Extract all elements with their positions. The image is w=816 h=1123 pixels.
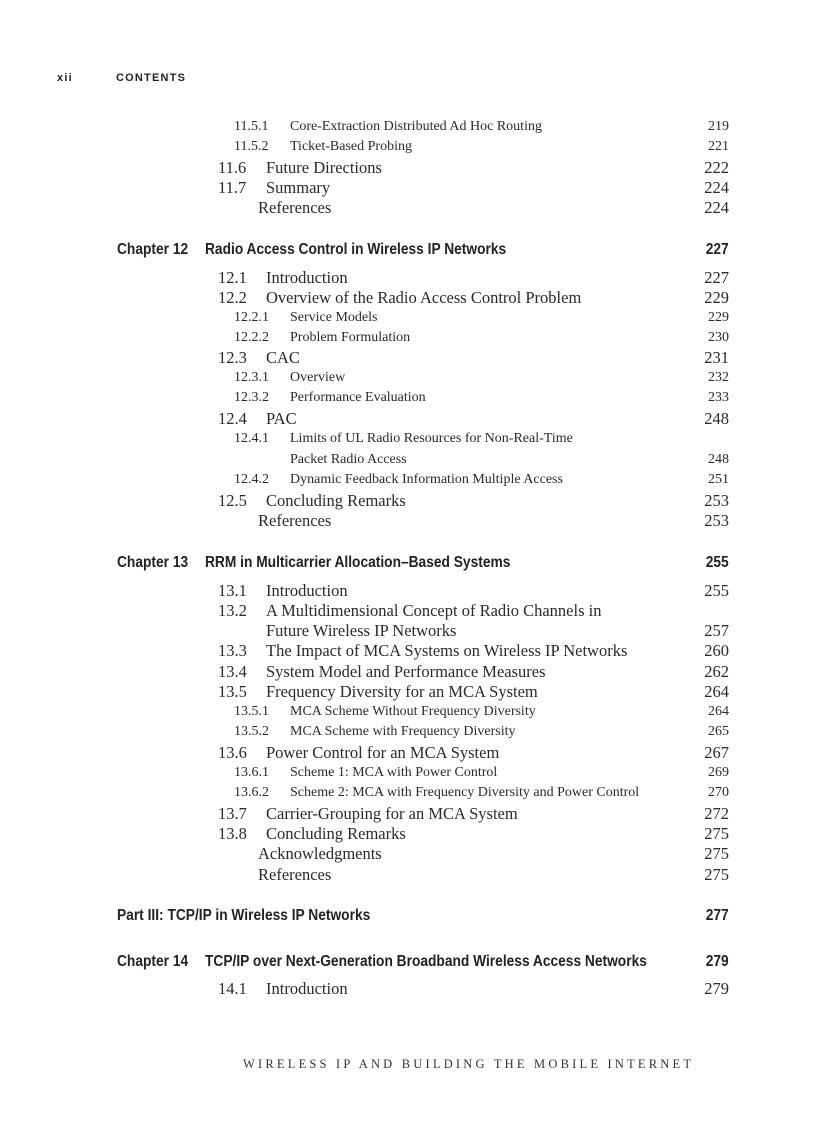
toc-entry-page: 224 — [704, 198, 729, 217]
part-page: 277 — [706, 907, 729, 924]
toc-entry-page: 221 — [708, 139, 729, 154]
toc-entry-page: 233 — [708, 390, 729, 405]
toc-entry-number: 12.2.1 — [234, 310, 269, 325]
toc-entry-number: 13.6.1 — [234, 765, 269, 780]
toc-entry-title-continued: Future Wireless IP Networks — [266, 621, 457, 640]
toc-entry-title-continued: Packet Radio Access — [290, 452, 407, 467]
toc-entry-page: 279 — [704, 979, 729, 998]
toc-entry-page: 270 — [708, 785, 729, 800]
chapter-label: Chapter 13 — [117, 554, 189, 571]
toc-entry-page: 253 — [704, 511, 729, 530]
toc-entry-number: 12.4.2 — [234, 472, 269, 487]
toc-entry-number: 12.4.1 — [234, 431, 269, 446]
toc-entry-title: Future Directions — [266, 158, 382, 177]
toc-entry-title: MCA Scheme Without Frequency Diversity — [290, 704, 536, 719]
toc-entry-number: 12.1 — [218, 268, 247, 287]
toc-entry-title: CAC — [266, 348, 300, 367]
toc-entry-page: 224 — [704, 178, 729, 197]
toc-entry-number: 13.6.2 — [234, 785, 269, 800]
toc-entry-title: The Impact of MCA Systems on Wireless IP Networks — [266, 641, 628, 660]
toc-entry-page: 275 — [704, 824, 729, 843]
toc-entry-title: Scheme 1: MCA with Power Control — [290, 765, 498, 780]
toc-entry-number: 13.6 — [218, 743, 247, 762]
toc-entry-title: Power Control for an MCA System — [266, 743, 500, 762]
header-page-number: xii — [57, 72, 73, 84]
toc-entry-page: 257 — [704, 621, 729, 640]
toc-entry-page: 231 — [704, 348, 729, 367]
toc-entry-title: Dynamic Feedback Information Multiple Access — [290, 472, 563, 487]
chapter-title: TCP/IP over Next-Generation Broadband Wireless Access Networks — [205, 953, 647, 970]
toc-entry-title: Limits of UL Radio Resources for Non-Real-Time — [290, 431, 573, 446]
toc-entry-title: Overview — [290, 370, 346, 385]
toc-entry-title: Scheme 2: MCA with Frequency Diversity and Power Control — [290, 785, 640, 800]
toc-entry-page: 269 — [708, 765, 729, 780]
toc-entry-page: 230 — [708, 330, 729, 345]
toc-entry-page: 227 — [704, 268, 729, 287]
toc-entry-title: Introduction — [266, 581, 348, 600]
header-title: CONTENTS — [116, 72, 187, 84]
toc-entry-page: 264 — [708, 704, 729, 719]
toc-entry-number: 12.2.2 — [234, 330, 269, 345]
toc-entry-page: 275 — [704, 844, 729, 863]
toc-entry-number: 11.5.2 — [234, 139, 269, 154]
toc-entry-title: Overview of the Radio Access Control Problem — [266, 288, 582, 307]
chapter-label: Chapter 12 — [117, 241, 189, 258]
toc-entry-page: 248 — [704, 409, 729, 428]
toc-entry-number: 14.1 — [218, 979, 247, 998]
toc-entry-page: 219 — [708, 119, 729, 134]
toc-entry-title: A Multidimensional Concept of Radio Channels in — [266, 601, 602, 620]
toc-entry-number: 11.6 — [218, 158, 247, 177]
toc-entry-number: 13.2 — [218, 601, 247, 620]
toc-entry-page: 232 — [708, 370, 729, 385]
toc-entry-page: 264 — [704, 682, 729, 701]
toc-entry-title: Summary — [266, 178, 331, 197]
toc-entry-number: 13.7 — [218, 804, 247, 823]
chapter-label: Chapter 14 — [117, 953, 189, 970]
toc-entry-title: Ticket-Based Probing — [290, 139, 412, 154]
toc-entry-page: 275 — [704, 865, 729, 884]
toc-entry-number: 13.4 — [218, 662, 247, 681]
toc-entry-title: Frequency Diversity for an MCA System — [266, 682, 538, 701]
toc-entry-title: Introduction — [266, 268, 348, 287]
chapter-page: 255 — [706, 554, 729, 571]
toc-entry-number: 12.3 — [218, 348, 247, 367]
toc-entry-page: 255 — [704, 581, 729, 600]
toc-entry-title: Concluding Remarks — [266, 491, 406, 510]
toc-entry-page: 251 — [708, 472, 729, 487]
chapter-title: RRM in Multicarrier Allocation–Based Systems — [205, 554, 511, 571]
toc-entry-number: 13.1 — [218, 581, 247, 600]
toc-entry-number: 13.8 — [218, 824, 247, 843]
toc-entry-title: System Model and Performance Measures — [266, 662, 546, 681]
toc-entry-number: 11.7 — [218, 178, 247, 197]
toc-entry-title: Core-Extraction Distributed Ad Hoc Routing — [290, 119, 542, 134]
chapter-page: 227 — [706, 241, 729, 258]
toc-entry-number: 12.3.2 — [234, 390, 269, 405]
running-footer-book-title: WIRELESS IP AND BUILDING THE MOBILE INTERNET — [243, 1057, 695, 1071]
toc-entry-page: 272 — [704, 804, 729, 823]
toc-entry-number: 13.3 — [218, 641, 247, 660]
toc-entry-title: PAC — [266, 409, 297, 428]
toc-entry-number: 13.5.2 — [234, 724, 269, 739]
toc-entry-title: Service Models — [290, 310, 378, 325]
toc-entry-page: 253 — [704, 491, 729, 510]
toc-entry-title: Problem Formulation — [290, 330, 411, 345]
toc-entry-page: 260 — [704, 641, 729, 660]
toc-entry-title: References — [258, 198, 332, 217]
toc-entry-page: 248 — [708, 452, 729, 467]
toc-entry-number: 12.3.1 — [234, 370, 269, 385]
toc-entry-page: 229 — [704, 288, 729, 307]
toc-entry-title: Acknowledgments — [258, 844, 382, 863]
toc-entry-title: References — [258, 865, 332, 884]
toc-entry-title: Performance Evaluation — [290, 390, 426, 405]
toc-entry-title: Introduction — [266, 979, 348, 998]
toc-entry-title: MCA Scheme with Frequency Diversity — [290, 724, 516, 739]
toc-entry-number: 12.2 — [218, 288, 247, 307]
chapter-title: Radio Access Control in Wireless IP Networks — [205, 241, 507, 258]
toc-entry-number: 13.5.1 — [234, 704, 269, 719]
toc-entry-page: 229 — [708, 310, 729, 325]
toc-entry-page: 265 — [708, 724, 729, 739]
part-label: Part III: TCP/IP in Wireless IP Networks — [117, 907, 371, 924]
toc-entry-title: Concluding Remarks — [266, 824, 406, 843]
toc-entry-number: 12.4 — [218, 409, 247, 428]
toc-entry-page: 262 — [704, 662, 729, 681]
toc-entry-title: Carrier-Grouping for an MCA System — [266, 804, 518, 823]
toc-entry-number: 13.5 — [218, 682, 247, 701]
toc-entry-title: References — [258, 511, 332, 530]
toc-entry-number: 11.5.1 — [234, 119, 269, 134]
toc-entry-page: 222 — [704, 158, 729, 177]
toc-entry-number: 12.5 — [218, 491, 247, 510]
chapter-page: 279 — [706, 953, 729, 970]
toc-entry-page: 267 — [704, 743, 729, 762]
